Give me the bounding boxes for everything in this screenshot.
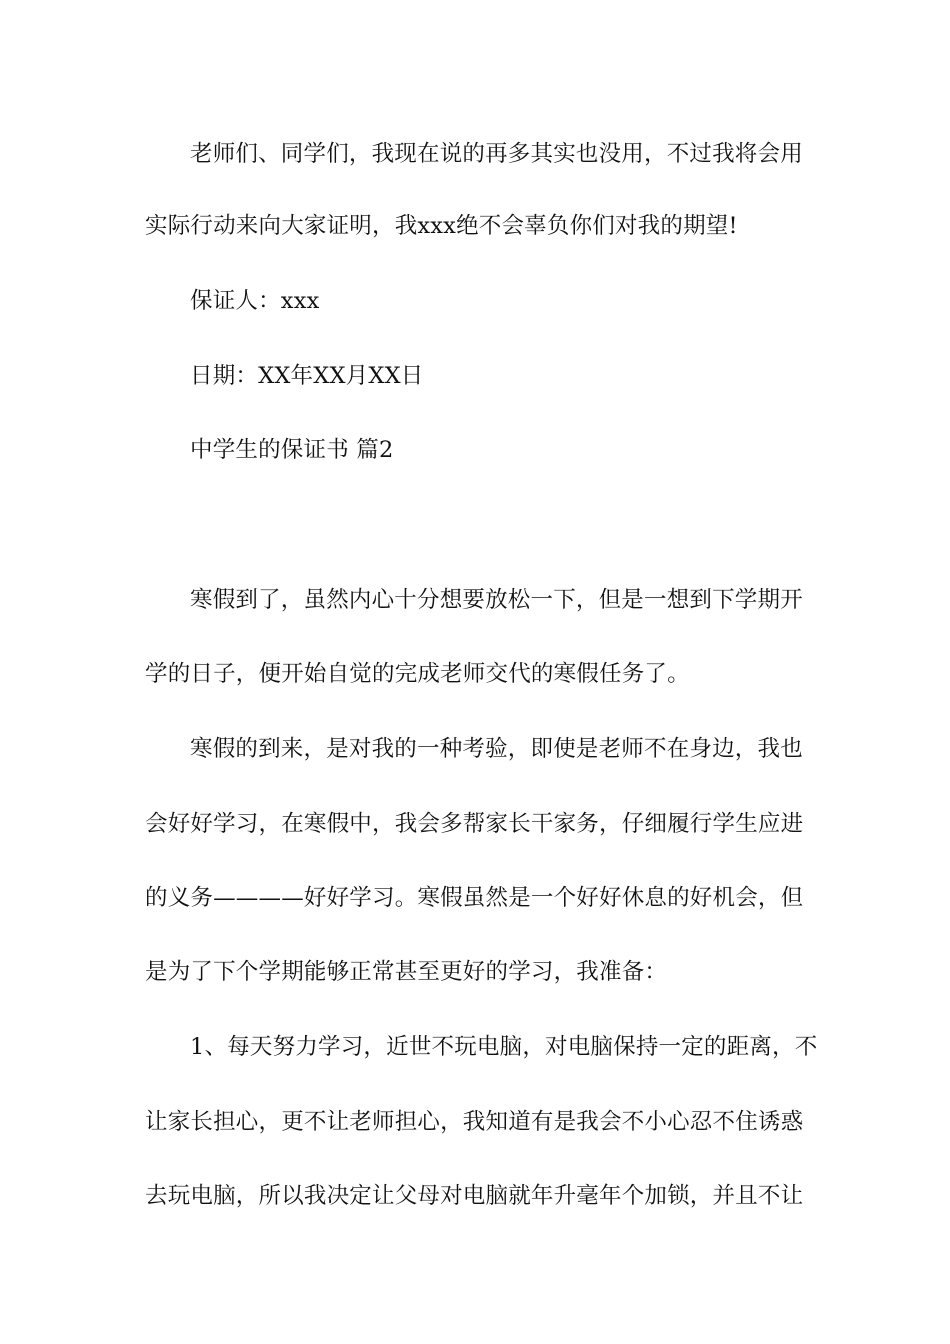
paragraph-line: 会好好学习，在寒假中，我会多帮家长干家务，仔细履行学生应进 (145, 811, 804, 837)
paragraph-line: 寒假的到来，是对我的一种考验，即使是老师不在身边，我也 (190, 736, 803, 762)
paragraph-line: 老师们、同学们，我现在说的再多其实也没用，不过我将会用 (190, 141, 803, 167)
paragraph-line: 寒假到了，虽然内心十分想要放松一下，但是一想到下学期开 (190, 587, 803, 613)
date-line: 日期：XX年XX月XX日 (190, 363, 424, 389)
paragraph-line: 是为了下个学期能够正常甚至更好的学习，我准备： (145, 959, 668, 985)
paragraph-line: 实际行动来向大家证明，我xxx绝不会辜负你们对我的期望! (145, 213, 738, 239)
paragraph-line: 让家长担心，更不让老师担心，我知道有是我会不小心忍不住诱惑 (145, 1109, 804, 1135)
section-heading: 中学生的保证书 篇2 (190, 437, 394, 463)
guarantor-line: 保证人：xxx (190, 288, 320, 314)
paragraph-line: 去玩电脑，所以我决定让父母对电脑就年升毫年个加锁，并且不让 (145, 1183, 804, 1209)
paragraph-line: 的义务————好好学习。寒假虽然是一个好好休息的好机会，但 (145, 885, 804, 911)
paragraph-line: 学的日子，便开始自觉的完成老师交代的寒假任务了。 (145, 661, 690, 687)
paragraph-line: 1、每天努力学习，近世不玩电脑，对电脑保持一定的距离，不 (190, 1034, 818, 1060)
